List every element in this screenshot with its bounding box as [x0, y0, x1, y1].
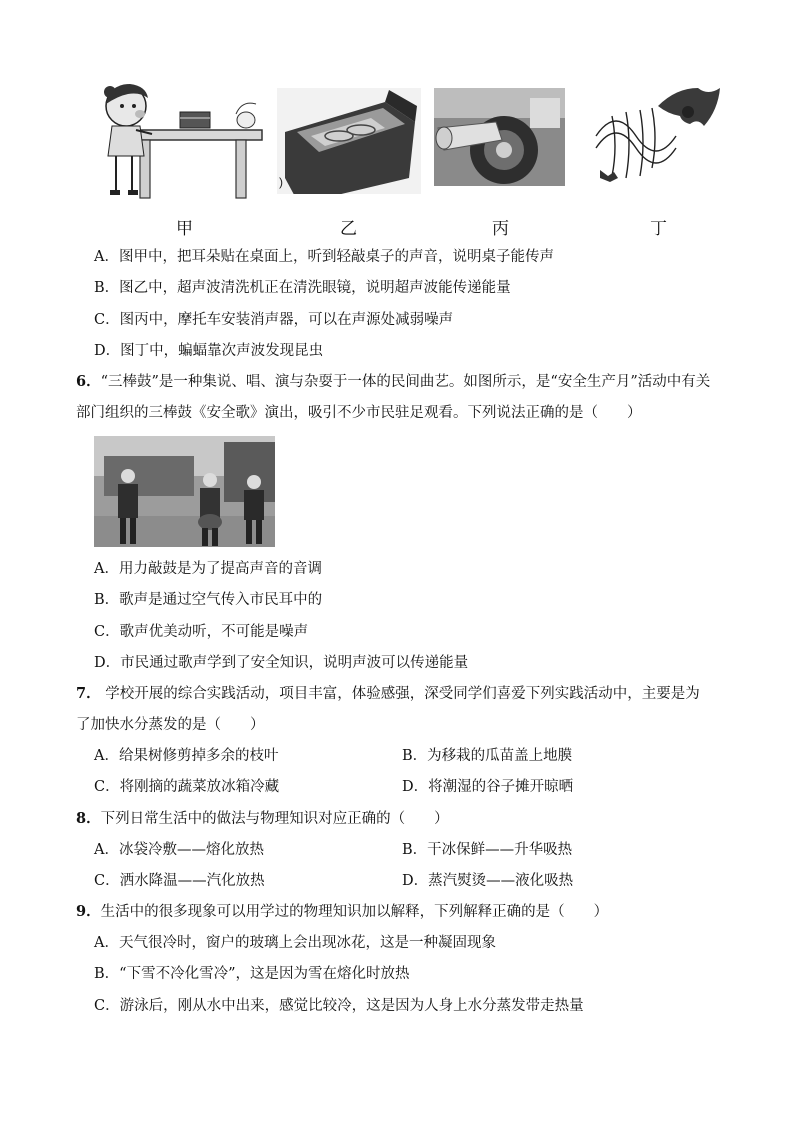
q6-photo-drum-performance	[94, 436, 275, 547]
figure-yi-ultrasonic-cleaner	[277, 88, 421, 194]
q9-option-c: C．游泳后，刚从水中出来，感觉比较冷，这是因为人身上水分蒸发带走热量	[94, 998, 584, 1014]
q5-option-c: C．图丙中，摩托车安装消声器，可以在声源处减弱噪声	[94, 312, 454, 328]
q6-option-d: D．市民通过歌声学到了安全知识，说明声波可以传递能量	[94, 655, 469, 671]
q6-stem-line2: 部门组织的三棒鼓《安全歌》演出，吸引不少市民驻足观看。下列说法正确的是（ ）	[76, 405, 642, 421]
q8-option-b: B．干冰保鲜——升华吸热	[402, 842, 573, 858]
q5-option-b: B．图乙中，超声波清洗机正在清洗眼镜，说明超声波能传递能量	[94, 280, 511, 296]
q8-stem-text: 下列日常生活中的做法与物理知识对应正确的（ ）	[100, 811, 449, 827]
q6-stem-line1	[76, 372, 710, 392]
figure-ding-bat-echolocation	[592, 86, 722, 196]
figure-jia-girl-table	[96, 84, 266, 202]
q6-option-a: A．用力敲鼓是为了提高声音的音调	[94, 561, 322, 577]
figure-caption-yi: 乙	[340, 219, 357, 239]
figure-caption-jia: 甲	[176, 219, 193, 239]
q9-stem-text: 生活中的很多现象可以用学过的物理知识加以解释，下列解释正确的是（ ）	[100, 904, 609, 920]
q8-number: 8．	[76, 810, 101, 827]
q5-option-a: A．图甲中，把耳朵贴在桌面上，听到轻敲桌子的声音，说明桌子能传声	[94, 249, 554, 265]
q7-option-a: A．给果树修剪掉多余的枝叶	[94, 748, 279, 764]
q6-number: 6．	[76, 373, 101, 390]
q6-option-c: C．歌声优美动听，不可能是噪声	[94, 624, 309, 640]
q7-number: 7．	[76, 685, 101, 702]
q7-option-d: D．将潮湿的谷子摊开晾晒	[402, 779, 574, 795]
q8-option-d: D．蒸汽熨烫——液化吸热	[402, 873, 574, 889]
q7-stem-text: 学校开展的综合实践活动，项目丰富，体验感强，深受同学们喜爱下列实践活动中，主要是为	[100, 686, 700, 702]
figure-caption-bing: 丙	[492, 219, 509, 239]
q9-option-a: A．天气很冷时，窗户的玻璃上会出现冰花，这是一种凝固现象	[94, 935, 496, 951]
q7-stem-line1	[76, 684, 700, 704]
figure-caption-ding: 丁	[650, 219, 667, 239]
q7-stem-line2: 了加快水分蒸发的是（ ）	[76, 717, 265, 733]
q9-stem	[76, 902, 608, 922]
q8-option-a: A．冰袋冷敷——熔化放热	[94, 842, 264, 858]
q7-option-b: B．为移栽的瓜苗盖上地膜	[402, 748, 573, 764]
svg-text:): )	[279, 175, 283, 189]
q6-option-b: B．歌声是通过空气传入市民耳中的	[94, 592, 323, 608]
q8-stem	[76, 809, 449, 829]
figure-bing-motorcycle-muffler	[434, 88, 565, 186]
q8-option-c: C．洒水降温——汽化放热	[94, 873, 265, 889]
q9-option-b: B．“下雪不冷化雪冷”，这是因为雪在熔化时放热	[94, 966, 410, 982]
q6-stem-text: “三棒鼓”是一种集说、唱、演与杂耍于一体的民间曲艺。如图所示，是“安全生产月”活动中有关	[100, 374, 711, 390]
q5-option-d: D．图丁中，蝙蝠靠次声波发现昆虫	[94, 343, 324, 359]
q9-number: 9．	[76, 903, 101, 920]
q7-option-c: C．将刚摘的蔬菜放冰箱冷藏	[94, 779, 280, 795]
